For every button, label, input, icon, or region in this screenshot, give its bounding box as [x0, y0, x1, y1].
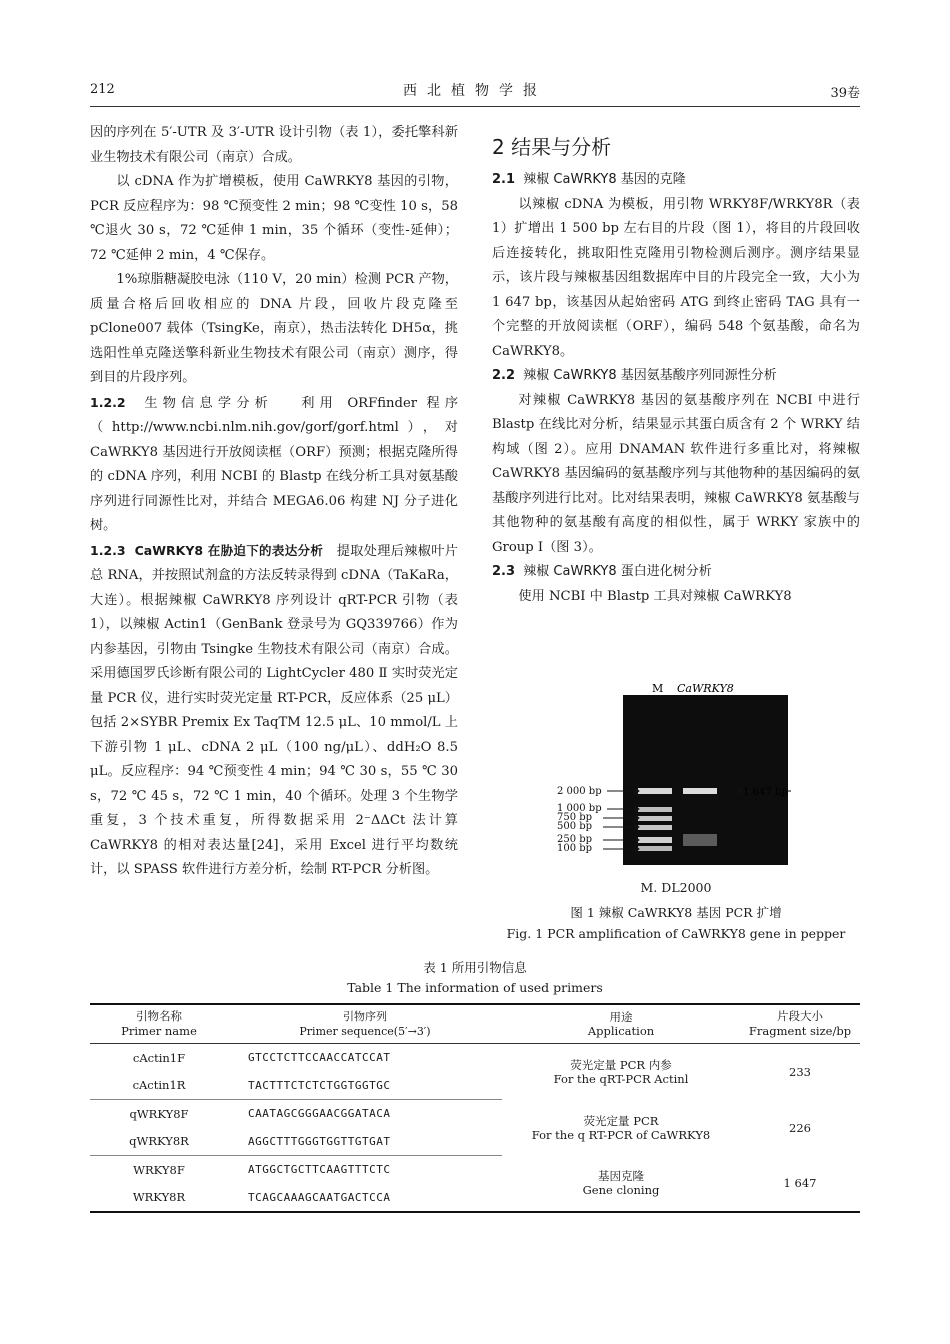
table-row	[90, 1156, 860, 1184]
header-primer-seq: 引物序列 Primer sequence(5′→3′)	[228, 1004, 502, 1044]
primer-seq: TCAGCAAAGCAATGACTCCA	[248, 1190, 391, 1204]
figure-caption-cn: 图 1 辣椒 CaWRKY8 基因 PCR 扩增	[570, 905, 782, 920]
marker-band	[638, 825, 672, 830]
marker-band	[638, 816, 672, 821]
section-1-2-3	[90, 539, 458, 883]
section-heading: 2 结果与分析	[492, 135, 612, 159]
primer-seq: AGGCTTTGGGTGGTTGTGAT	[228, 1128, 502, 1156]
marker-label: 1 000 bp	[557, 803, 602, 814]
section-number: 2.1	[492, 172, 516, 187]
primer-seq: GTCCTCTTCCAACCATCCAT	[248, 1051, 391, 1065]
primer-table	[90, 1003, 860, 1213]
table-row	[90, 1100, 860, 1128]
primer-name: qWRKY8F	[129, 1106, 189, 1121]
table-row	[90, 1044, 860, 1072]
section-title: 辣椒 CaWRKY8 蛋白进化树分析	[523, 564, 712, 579]
marker-label: 500 bp	[557, 821, 593, 832]
marker-label: 2 000 bp	[557, 786, 602, 797]
section-title: 辣椒 CaWRKY8 基因的克隆	[523, 172, 686, 187]
marker-band	[638, 807, 672, 812]
section-title: CaWRKY8 在胁迫下的表达分析	[134, 542, 324, 558]
lane-label-gene: CaWRKY8	[677, 682, 734, 695]
header-primer-name: 引物名称 Primer name	[90, 1004, 228, 1044]
subsection-heading	[492, 560, 860, 585]
paragraph: 以 cDNA 作为扩增模板，使用 CaWRKY8 基因的引物，PCR 反应程序为：98 ℃预变性 2 min；98 ℃变性 10 s，58 ℃退火 30 s，72 ℃延伸 1 min，35 个循环（变性-延伸）；72 ℃延伸 2 min，4 ℃保存。	[90, 174, 458, 263]
application: 荧光定量 PCR For the q RT-PCR of CaWRKY8	[531, 1113, 711, 1142]
figure-note: M. DL2000	[640, 880, 712, 895]
marker-band	[638, 846, 672, 851]
section-number: 1.2.3	[90, 542, 126, 558]
figure-caption-en: Fig. 1 PCR amplification of CaWRKY8 gene in pepper	[506, 926, 846, 941]
table-title-en: Table 1 The information of used primers	[347, 980, 603, 995]
sample-band	[683, 788, 717, 794]
journal-name: 西北植物学报	[403, 83, 547, 99]
application: 基因克隆 Gene cloning	[582, 1169, 660, 1197]
right-column	[492, 168, 860, 609]
primer-name: cActin1R	[90, 1072, 228, 1100]
section-text: 提取处理后辣椒叶片总 RNA，并按照试剂盒的方法反转录得到 cDNA（TaKaRa，大连）。根据辣椒 CaWRKY8 序列设计 qRT-PCR 引物（表 1），以辣椒 Actin1（GenBank 登录号为 GQ339766）作为内参基因，引物由 Tsingke 生物技术有限公司（南京）合成。采用德国罗氏诊断有限公司的 LightCycler 480 Ⅱ 实时荧光定量 PCR 仪，进行实时荧光定量 RT-PCR，反应体系（25 μL）包括 2×SYBR Premix Ex TaqTM 12.5 μL、10 mmol/L 上下游引物 1 μL、cDNA 2 μL（100 ng/μL）、ddH₂O 8.5 μL。反应程序：94 ℃预变性 4 min；94 ℃ 30 s，55 ℃ 30 s，72 ℃ 45 s，72 ℃ 1 min，40 个循环。处理 3 个生物学重复，3 个技术重复，所得数据采用 2⁻ΔΔCt 法计算 CaWRKY8 的相对表达量[24]，采用 Excel 进行平均数统计，以 SPASS 软件进行方差分析，绘制 RT-PCR 分析图。	[90, 543, 458, 877]
subsection-heading	[492, 364, 860, 389]
primer-name: WRKY8R	[132, 1190, 186, 1204]
paragraph: 因的序列在 5′-UTR 及 3′-UTR 设计引物（表 1），委托擎科新业生物技术有限公司（南京）合成。	[90, 125, 458, 165]
primer-name: qWRKY8R	[90, 1128, 228, 1156]
application: 荧光定量 PCR 内参 For the qRT-PCR Actinl	[553, 1057, 689, 1086]
gel-figure	[555, 680, 805, 870]
paragraph: 以辣椒 cDNA 为模板，用引物 WRKY8F/WRKY8R（表 1）扩增出 1 500 bp 左右目的片段（图 1），将目的片段回收后连接转化，挑取阳性克隆用引物检测后测序。测序结果显示，该片段与辣椒基因组数据库中目的片段完全一致，大小为 1 647 bp，该基因从起始密码 ATG 到终止密码 TAG 具有一个完整的开放阅读框（ORF），编码 548 个氨基酸，命名为 CaWRKY8。	[492, 196, 860, 359]
section-title: 生物信息学分析	[144, 395, 274, 411]
section-number: 1.2.2	[90, 394, 126, 410]
marker-band	[638, 837, 672, 843]
paragraph: 对辣椒 CaWRKY8 基因的氨基酸序列在 NCBI 中进行 Blastp 在线比对分析，结果显示其蛋白质含有 2 个 WRKY 结构域（图 2）。应用 DNAMAN 软件进行多重比对，将辣椒 CaWRKY8 基因编码的氨基酸序列与其他物种的基因编码的氨基酸序列进行比对。比对结果表明，辣椒 CaWRKY8 氨基酸与其他物种的氨基酸有高度的相似性，属于 WRKY 家族中的 Group I（图 3）。	[492, 392, 860, 555]
marker-label: 750 bp	[557, 812, 593, 823]
header-application: 用途 Application	[502, 1004, 740, 1044]
primer-name: cActin1F	[132, 1050, 186, 1065]
primer-seq: ATGGCTGCTTCAAGTTTCTC	[248, 1163, 391, 1177]
primer-seq: TACTTTCTCTCTGGTGGTGC	[228, 1072, 502, 1100]
fragment-size: 233	[789, 1064, 811, 1079]
paragraph: 使用 NCBI 中 Blastp 工具对辣椒 CaWRKY8	[518, 588, 792, 604]
section-title: 辣椒 CaWRKY8 基因氨基酸序列同源性分析	[523, 368, 777, 383]
section-1-2-2	[90, 391, 458, 539]
section-number: 2.2	[492, 368, 516, 383]
marker-label: 100 bp	[557, 843, 593, 854]
left-column	[90, 121, 458, 883]
marker-labels	[557, 786, 602, 854]
volume-label: 39卷	[830, 86, 860, 101]
paragraph: 1%琼脂糖凝胶电泳（110 V，20 min）检测 PCR 产物，质量合格后回收相应的 DNA 片段，回收片段克隆至 pClone007 载体（TsingKe，南京），热击法转化 DH5α，挑选阳性单克隆送擎科新业生物技术有限公司（南京）测序，得到目的片段序列。	[90, 272, 458, 385]
section-text: 利用 ORFfinder 程序（http://www.ncbi.nlm.nih.gov/gorf/gorf.html），对 CaWRKY8 基因进行开放阅读框（ORF）预测；根据克隆所得的 cDNA 序列，利用 NCBI 的 Blastp 在线分析工具对氨基酸序列进行同源性比对，并结合 MEGA6.06 构建 NJ 分子进化树。	[90, 395, 459, 533]
page-number: 212	[90, 82, 115, 97]
running-header	[90, 78, 860, 107]
marker-label: 250 bp	[557, 834, 593, 845]
band-size-label: 1 647 bp	[743, 787, 788, 798]
fragment-size: 1 647	[783, 1176, 817, 1190]
fragment-size: 226	[789, 1120, 811, 1135]
table-header-row	[90, 1004, 860, 1044]
primer-name: WRKY8F	[133, 1162, 185, 1177]
marker-band	[638, 788, 672, 794]
primer-seq: CAATAGCGGGAACGGATACA	[248, 1107, 391, 1121]
subsection-heading	[492, 168, 860, 193]
header-fragment-size: 片段大小 Fragment size/bp	[740, 1004, 860, 1044]
table-title-cn: 表 1 所用引物信息	[423, 960, 527, 975]
primer-dimer-smear	[683, 834, 717, 846]
section-number: 2.3	[492, 564, 516, 579]
gel-image	[555, 680, 805, 870]
lane-label-m: M	[652, 682, 664, 695]
